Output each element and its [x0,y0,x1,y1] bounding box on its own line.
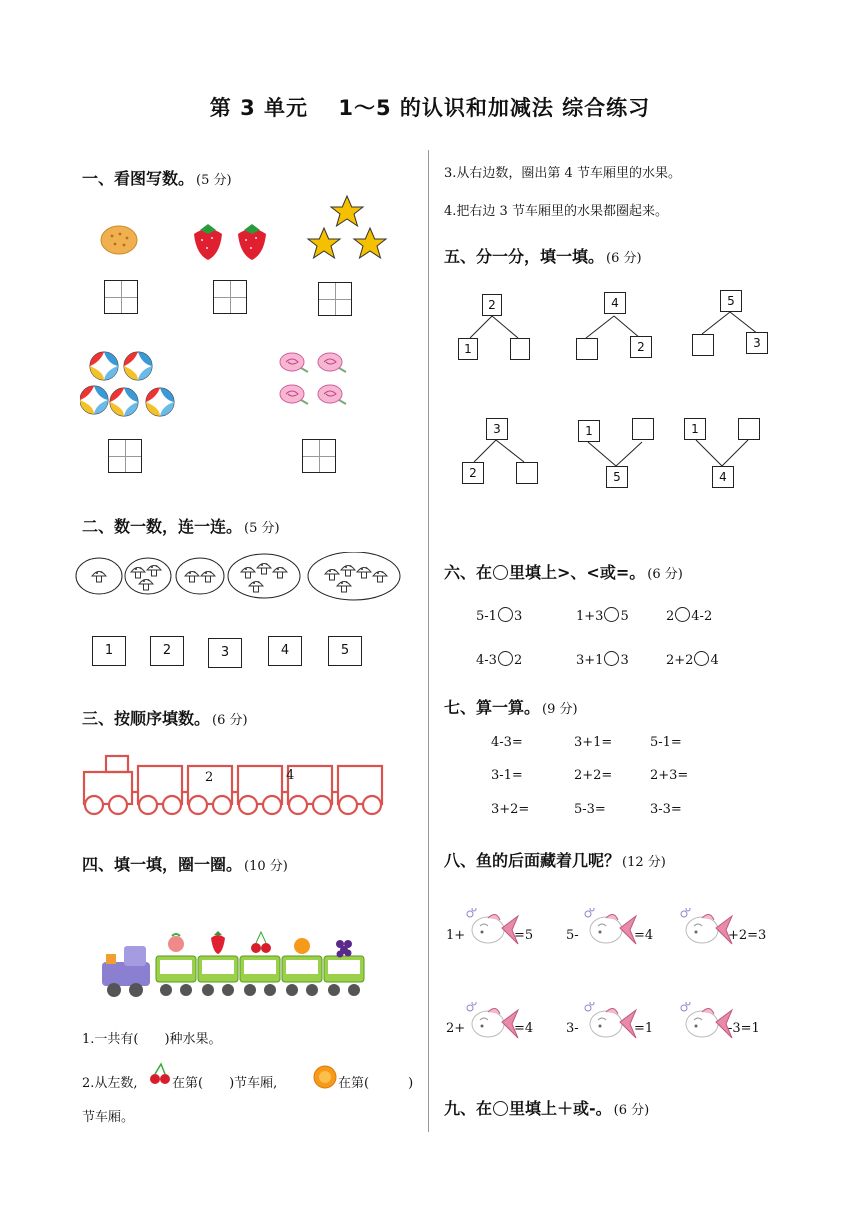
bond-blank[interactable] [510,338,530,360]
section-9-heading: 九、在 里填上＋或-。 (6 分) [444,1099,650,1118]
fish-item: +2=3 [728,928,767,943]
answer-box[interactable] [302,439,336,473]
bond-blank[interactable] [738,418,760,440]
lollipop-icons [278,350,358,416]
number-box: 3 [208,638,242,668]
fish-item: =4 [514,1021,534,1036]
circle-icon [493,1101,508,1116]
bond-blank[interactable] [516,462,538,484]
calc-item: 5-1= [650,735,682,750]
answer-box[interactable] [213,280,247,314]
section-1-heading: 一、看图写数。 (5 分) [82,169,232,188]
fish-item: 3- [566,1021,579,1036]
bond-part: 1 [684,418,706,440]
fish-icon [580,908,638,952]
fish-item: -3=1 [728,1021,760,1036]
fruit-train-picture [96,926,370,1002]
answer-box[interactable] [108,439,142,473]
number-box: 2 [150,636,184,666]
question-4-3: 3.从右边数，圈出第 4 节车厢里的水果。 [444,166,681,181]
fish-icon [676,908,734,952]
bond-bottom: 4 [712,466,734,488]
calc-item: 2+3= [650,768,689,783]
fish-item: 2+ [446,1021,466,1036]
question-4-2d: 节车厢。 [82,1110,135,1125]
compare-item: 2+2 4 [666,653,719,668]
compare-item: 4-3 2 [476,653,523,668]
bond-part: 1 [578,420,600,442]
fish-icon [580,1002,638,1046]
fish-item: 5- [566,928,579,943]
train-number: 2 [205,770,214,785]
bond-part: 2 [462,462,484,484]
answer-box[interactable] [318,282,352,316]
number-box: 5 [328,636,362,666]
fish-item: =1 [634,1021,654,1036]
fish-icon [462,1002,520,1046]
calc-item: 3+1= [574,735,613,750]
cookie-icon [100,224,138,256]
bond-blank[interactable] [692,334,714,356]
bond-top: 2 [482,294,502,316]
calc-item: 4-3= [491,735,523,750]
train-outline [82,752,412,818]
answer-circle[interactable] [498,651,513,666]
fish-item: =5 [514,928,534,943]
bond-part: 3 [746,332,768,354]
section-3-heading: 三、按顺序填数。 (6 分) [82,709,248,728]
cherry-icon [148,1062,172,1086]
bond-top: 4 [604,292,626,314]
circle-icon [493,565,508,580]
mushroom-groups [74,552,414,602]
page-title: 第 3 单元 1～5 的认识和加减法 综合练习 [209,96,651,120]
section-7-heading: 七、算一算。 (9 分) [444,698,578,717]
compare-item: 1+3 5 [576,609,629,624]
train-number: 4 [286,768,295,783]
bond-part: 1 [458,338,478,360]
question-4-4: 4.把右边 3 节车厢里的水果都圈起来。 [444,204,668,219]
answer-circle[interactable] [604,651,619,666]
section-8-heading: 八、鱼的后面藏着几呢？ (12 分) [444,851,666,870]
bond-bottom: 5 [606,466,628,488]
fish-icon [676,1002,734,1046]
calc-item: 5-3= [574,802,606,817]
bond-top: 5 [720,290,742,312]
compare-item: 2 4-2 [666,609,713,624]
question-4-2c: 在第( ) [338,1076,414,1091]
compare-item: 5-1 3 [476,609,523,624]
question-4-2a: 2.从左数, [82,1076,138,1091]
bond-blank[interactable] [632,418,654,440]
strawberry-icons [190,222,270,262]
answer-box[interactable] [104,280,138,314]
calc-item: 3+2= [491,802,530,817]
calc-item: 2+2= [574,768,613,783]
column-divider [428,150,429,1132]
fish-item: =4 [634,928,654,943]
orange-icon [312,1064,338,1090]
answer-circle[interactable] [498,607,513,622]
answer-circle[interactable] [604,607,619,622]
beach-ball-icons [80,348,180,420]
compare-item: 3+1 3 [576,653,629,668]
bond-blank[interactable] [576,338,598,360]
star-icons [304,194,390,264]
number-box: 1 [92,636,126,666]
answer-circle[interactable] [694,651,709,666]
answer-circle[interactable] [675,607,690,622]
section-4-heading: 四、填一填，圈一圈。 (10 分) [82,855,288,874]
section-5-heading: 五、分一分，填一填。 (6 分) [444,247,642,266]
fish-item: 1+ [446,928,466,943]
bond-part: 2 [630,336,652,358]
number-box: 4 [268,636,302,666]
question-4-1: 1.一共有( )种水果。 [82,1032,222,1047]
section-6-heading: 六、在 里填上>、<或=。 (6 分) [444,563,683,582]
question-4-2b: 在第( )节车厢, [172,1076,278,1091]
calc-item: 3-1= [491,768,523,783]
bond-top: 3 [486,418,508,440]
section-2-heading: 二、数一数，连一连。 (5 分) [82,517,280,536]
fish-icon [462,908,520,952]
calc-item: 3-3= [650,802,682,817]
